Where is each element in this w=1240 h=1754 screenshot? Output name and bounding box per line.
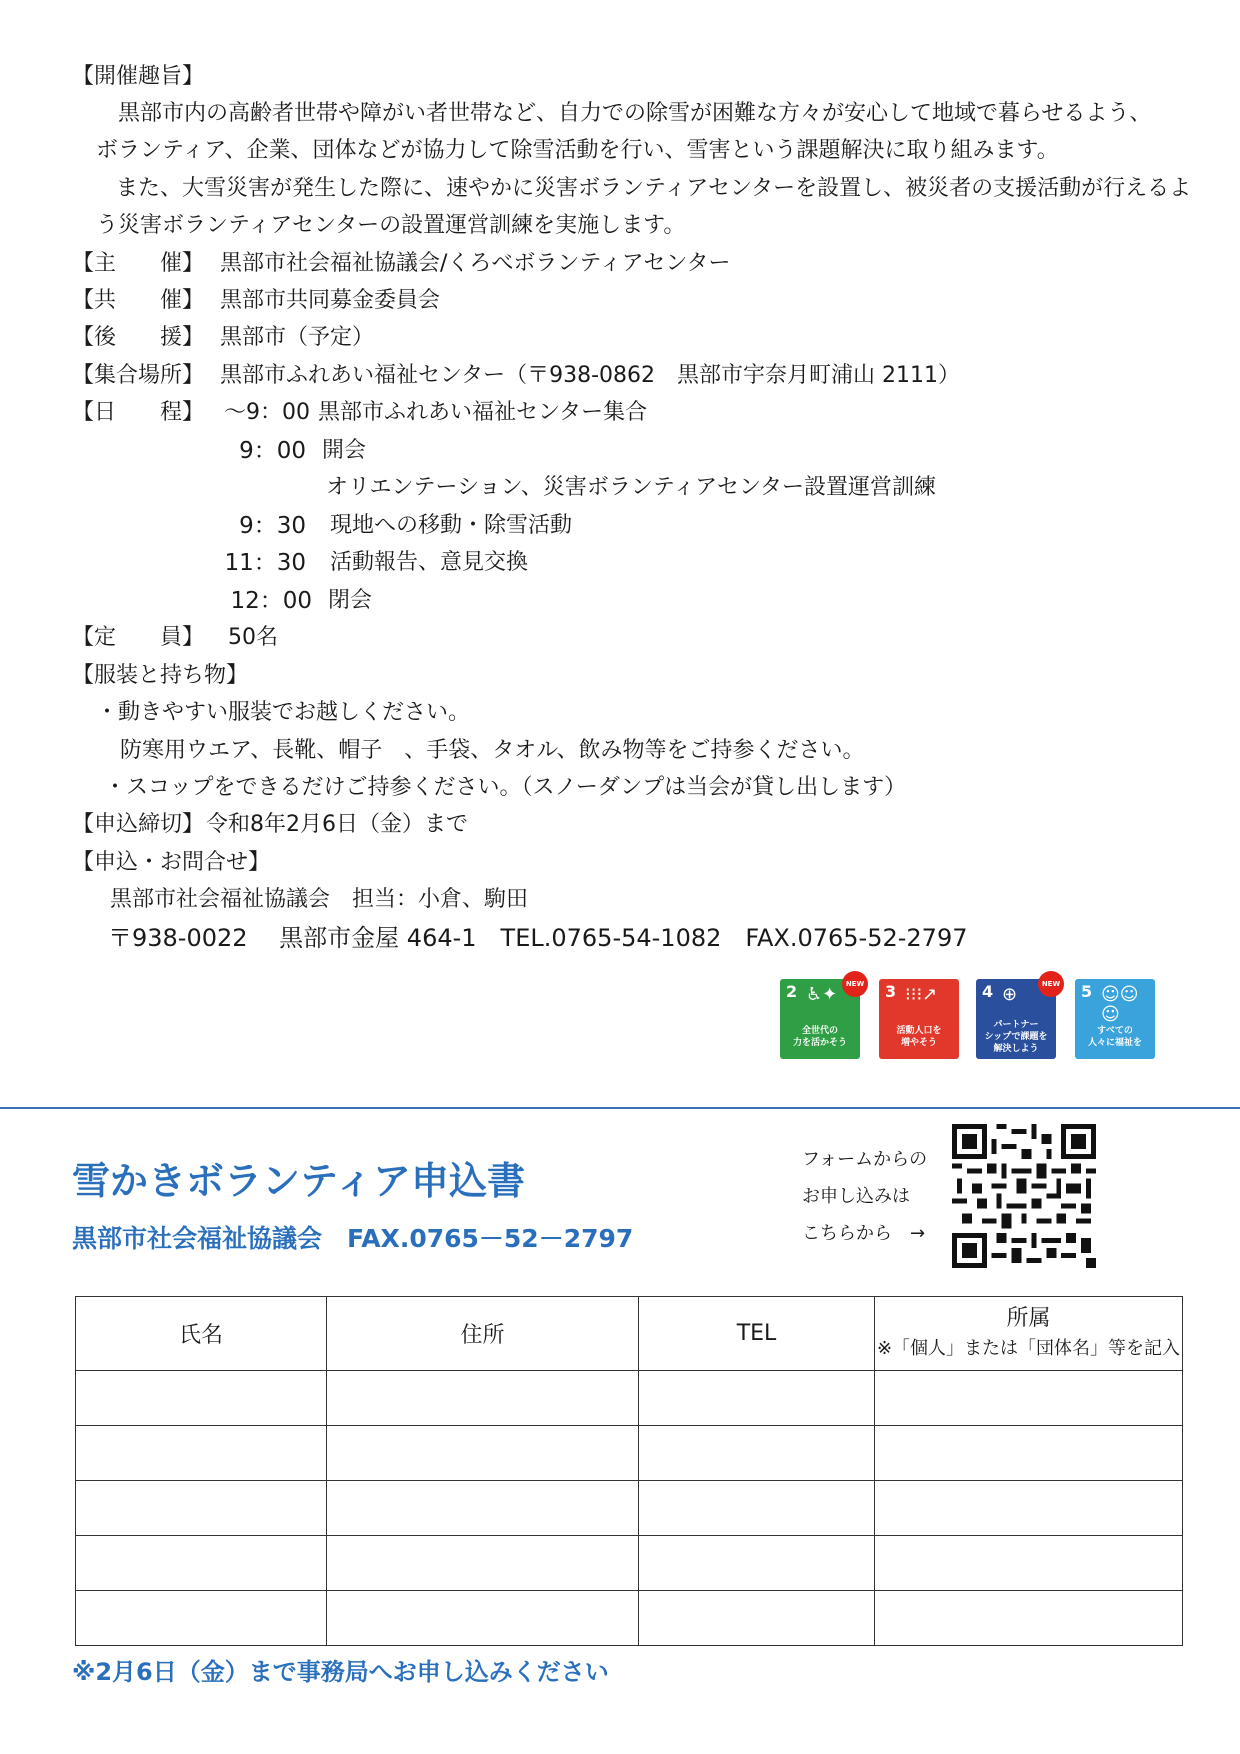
capacity-value: 50名 (228, 625, 278, 650)
affiliation-cell[interactable] (875, 1481, 1183, 1536)
purpose-line-4: う災害ボランティアセンターの設置運営訓練を実施します。 (96, 213, 686, 238)
purpose-line-1: 黒部市内の高齢者世帯や障がい者世帯など、自力での除雪が困難な方々が安心して地域で暮らせるよう、 (118, 101, 1152, 126)
table-header-row (76, 1297, 1183, 1371)
affiliation-cell[interactable] (875, 1426, 1183, 1481)
contact-org: 黒部市社会福祉協議会 担当：小倉、駒田 (110, 887, 529, 912)
contact-address: 〒938-0022 黒部市金屋 464-1 TEL.0765-54-1082 FAX.0765-52-2797 (108, 924, 968, 952)
tel-cell[interactable] (639, 1426, 875, 1481)
sdg-number: 4 (982, 982, 994, 1001)
qr-text-1: フォームからの (802, 1149, 928, 1170)
table-row (76, 1481, 1183, 1536)
organizer-label: 【主 催】 (72, 251, 205, 276)
items-line-3: ・スコップをできるだけご持参ください。（スノーダンプは当会が貸し出します） (104, 775, 907, 800)
organizer-value: 黒部市社会福祉協議会/くろべボランティアセンター (220, 251, 731, 276)
affiliation-note: ※「個人」または「団体名」等を記入 (876, 1337, 1181, 1359)
support-value: 黒部市（予定） (220, 325, 375, 350)
table-row (76, 1371, 1183, 1426)
affiliation-cell[interactable] (875, 1591, 1183, 1646)
column-affiliation-header (875, 1297, 1183, 1371)
qr-text-3: こちらから → (802, 1223, 926, 1244)
sdg-badge-2 (780, 979, 865, 1059)
column-tel-header: TEL (639, 1297, 875, 1371)
capacity-label: 【定 員】 (72, 625, 205, 650)
purpose-line-2: ボランティア、企業、団体などが協力して除雪活動を行い、雪害という課題解決に取り組みます。 (96, 138, 1059, 163)
affiliation-cell[interactable] (875, 1536, 1183, 1591)
globe-partnership-icon: ⊕ (1002, 984, 1018, 1005)
schedule-label: 【日 程】 (72, 400, 205, 425)
address-cell[interactable] (327, 1371, 639, 1426)
co-organizer-label: 【共 催】 (72, 288, 205, 313)
place-label: 【集合場所】 (72, 363, 205, 388)
sdg-caption: パートナー シップで課題を 解決しよう (984, 1020, 1048, 1054)
form-deadline-note: ※2月6日（金）まで事務局へお申し込みください (72, 1658, 609, 1686)
address-cell[interactable] (327, 1481, 639, 1536)
sdg-caption: すべての 人々に福祉を (1087, 1026, 1142, 1048)
name-cell[interactable] (76, 1591, 327, 1646)
schedule-time-0: ～9：00 (224, 400, 310, 425)
new-badge: NEW (1038, 971, 1064, 997)
items-line-2: 防寒用ウエア、長靴、帽子 、手袋、タオル、飲み物等をご持参ください。 (120, 738, 865, 763)
sdg-number: 3 (885, 982, 897, 1001)
sdg-caption: 活動人口を 増やそう (896, 1026, 942, 1048)
table-row (76, 1536, 1183, 1591)
affiliation-cell[interactable] (875, 1371, 1183, 1426)
name-cell[interactable] (76, 1536, 327, 1591)
name-cell[interactable] (76, 1426, 327, 1481)
tel-cell[interactable] (639, 1536, 875, 1591)
schedule-desc-0: 黒部市ふれあい福祉センター集合 (318, 400, 648, 425)
new-badge: NEW (842, 971, 868, 997)
column-address-header: 住所 (327, 1297, 639, 1371)
support-label: 【後 援】 (72, 325, 205, 350)
tel-cell[interactable] (639, 1371, 875, 1426)
form-subtitle: 黒部市社会福祉協議会 FAX.0765－52－2797 (72, 1224, 634, 1253)
schedule-time-5: 12：00 (230, 588, 312, 614)
section-divider (0, 1107, 1240, 1109)
qr-code[interactable] (952, 1124, 1096, 1268)
population-growth-icon: ⁝⁝⁝↗ (905, 984, 938, 1005)
contact-label: 【申込・お問合せ】 (72, 850, 271, 875)
schedule-desc-1: 開会 (322, 438, 367, 463)
schedule-desc-4: 活動報告、意見交換 (330, 550, 529, 575)
co-organizer-value: 黒部市共同募金委員会 (220, 288, 441, 313)
address-cell[interactable] (327, 1536, 639, 1591)
place-value: 黒部市ふれあい福祉センター（〒938-0862 黒部市宇奈月町浦山 2111） (220, 363, 961, 388)
schedule-desc-5: 閉会 (328, 588, 373, 613)
affiliation-label: 所属 (1006, 1305, 1051, 1331)
application-table (75, 1296, 1183, 1646)
address-cell[interactable] (327, 1426, 639, 1481)
tel-cell[interactable] (639, 1481, 875, 1536)
table-row (76, 1426, 1183, 1481)
schedule-desc-2: オリエンテーション、災害ボランティアセンター設置運営訓練 (326, 475, 937, 500)
table-row (76, 1591, 1183, 1646)
items-label: 【服装と持ち物】 (72, 663, 249, 688)
form-title: 雪かきボランティア申込書 (72, 1159, 525, 1203)
welfare-people-icon: ☺☺☺ (1101, 984, 1139, 1025)
sdg-caption: 全世代の 力を活かそう (792, 1026, 847, 1048)
schedule-time-1: 9：00 (239, 438, 306, 464)
column-name-header: 氏名 (76, 1297, 327, 1371)
schedule-time-4: 11：30 (224, 550, 306, 576)
schedule-desc-3: 現地への移動・除雪活動 (330, 513, 573, 538)
purpose-line-3: また、大雪災害が発生した際に、速やかに災害ボランティアセンターを設置し、被災者の支援活動が行えるよ (116, 176, 1192, 201)
deadline-value: 令和8年2月6日（金）まで (206, 812, 468, 837)
sdg-number: 2 (786, 982, 798, 1001)
tel-cell[interactable] (639, 1591, 875, 1646)
purpose-heading: 【開催趣旨】 (72, 64, 205, 89)
name-cell[interactable] (76, 1371, 327, 1426)
sdg-badge-3 (879, 979, 959, 1059)
qr-text-2: お申し込みは (802, 1186, 910, 1207)
sdg-badge-5 (1075, 979, 1155, 1059)
sdg-badge-4 (976, 979, 1061, 1059)
deadline-label: 【申込締切】 (72, 812, 205, 837)
address-cell[interactable] (327, 1591, 639, 1646)
items-line-1: ・動きやすい服装でお越しください。 (96, 700, 471, 725)
sdg-number: 5 (1081, 982, 1093, 1001)
schedule-time-3: 9：30 (239, 513, 306, 539)
people-support-icon: ♿✦ (806, 984, 838, 1005)
name-cell[interactable] (76, 1481, 327, 1536)
